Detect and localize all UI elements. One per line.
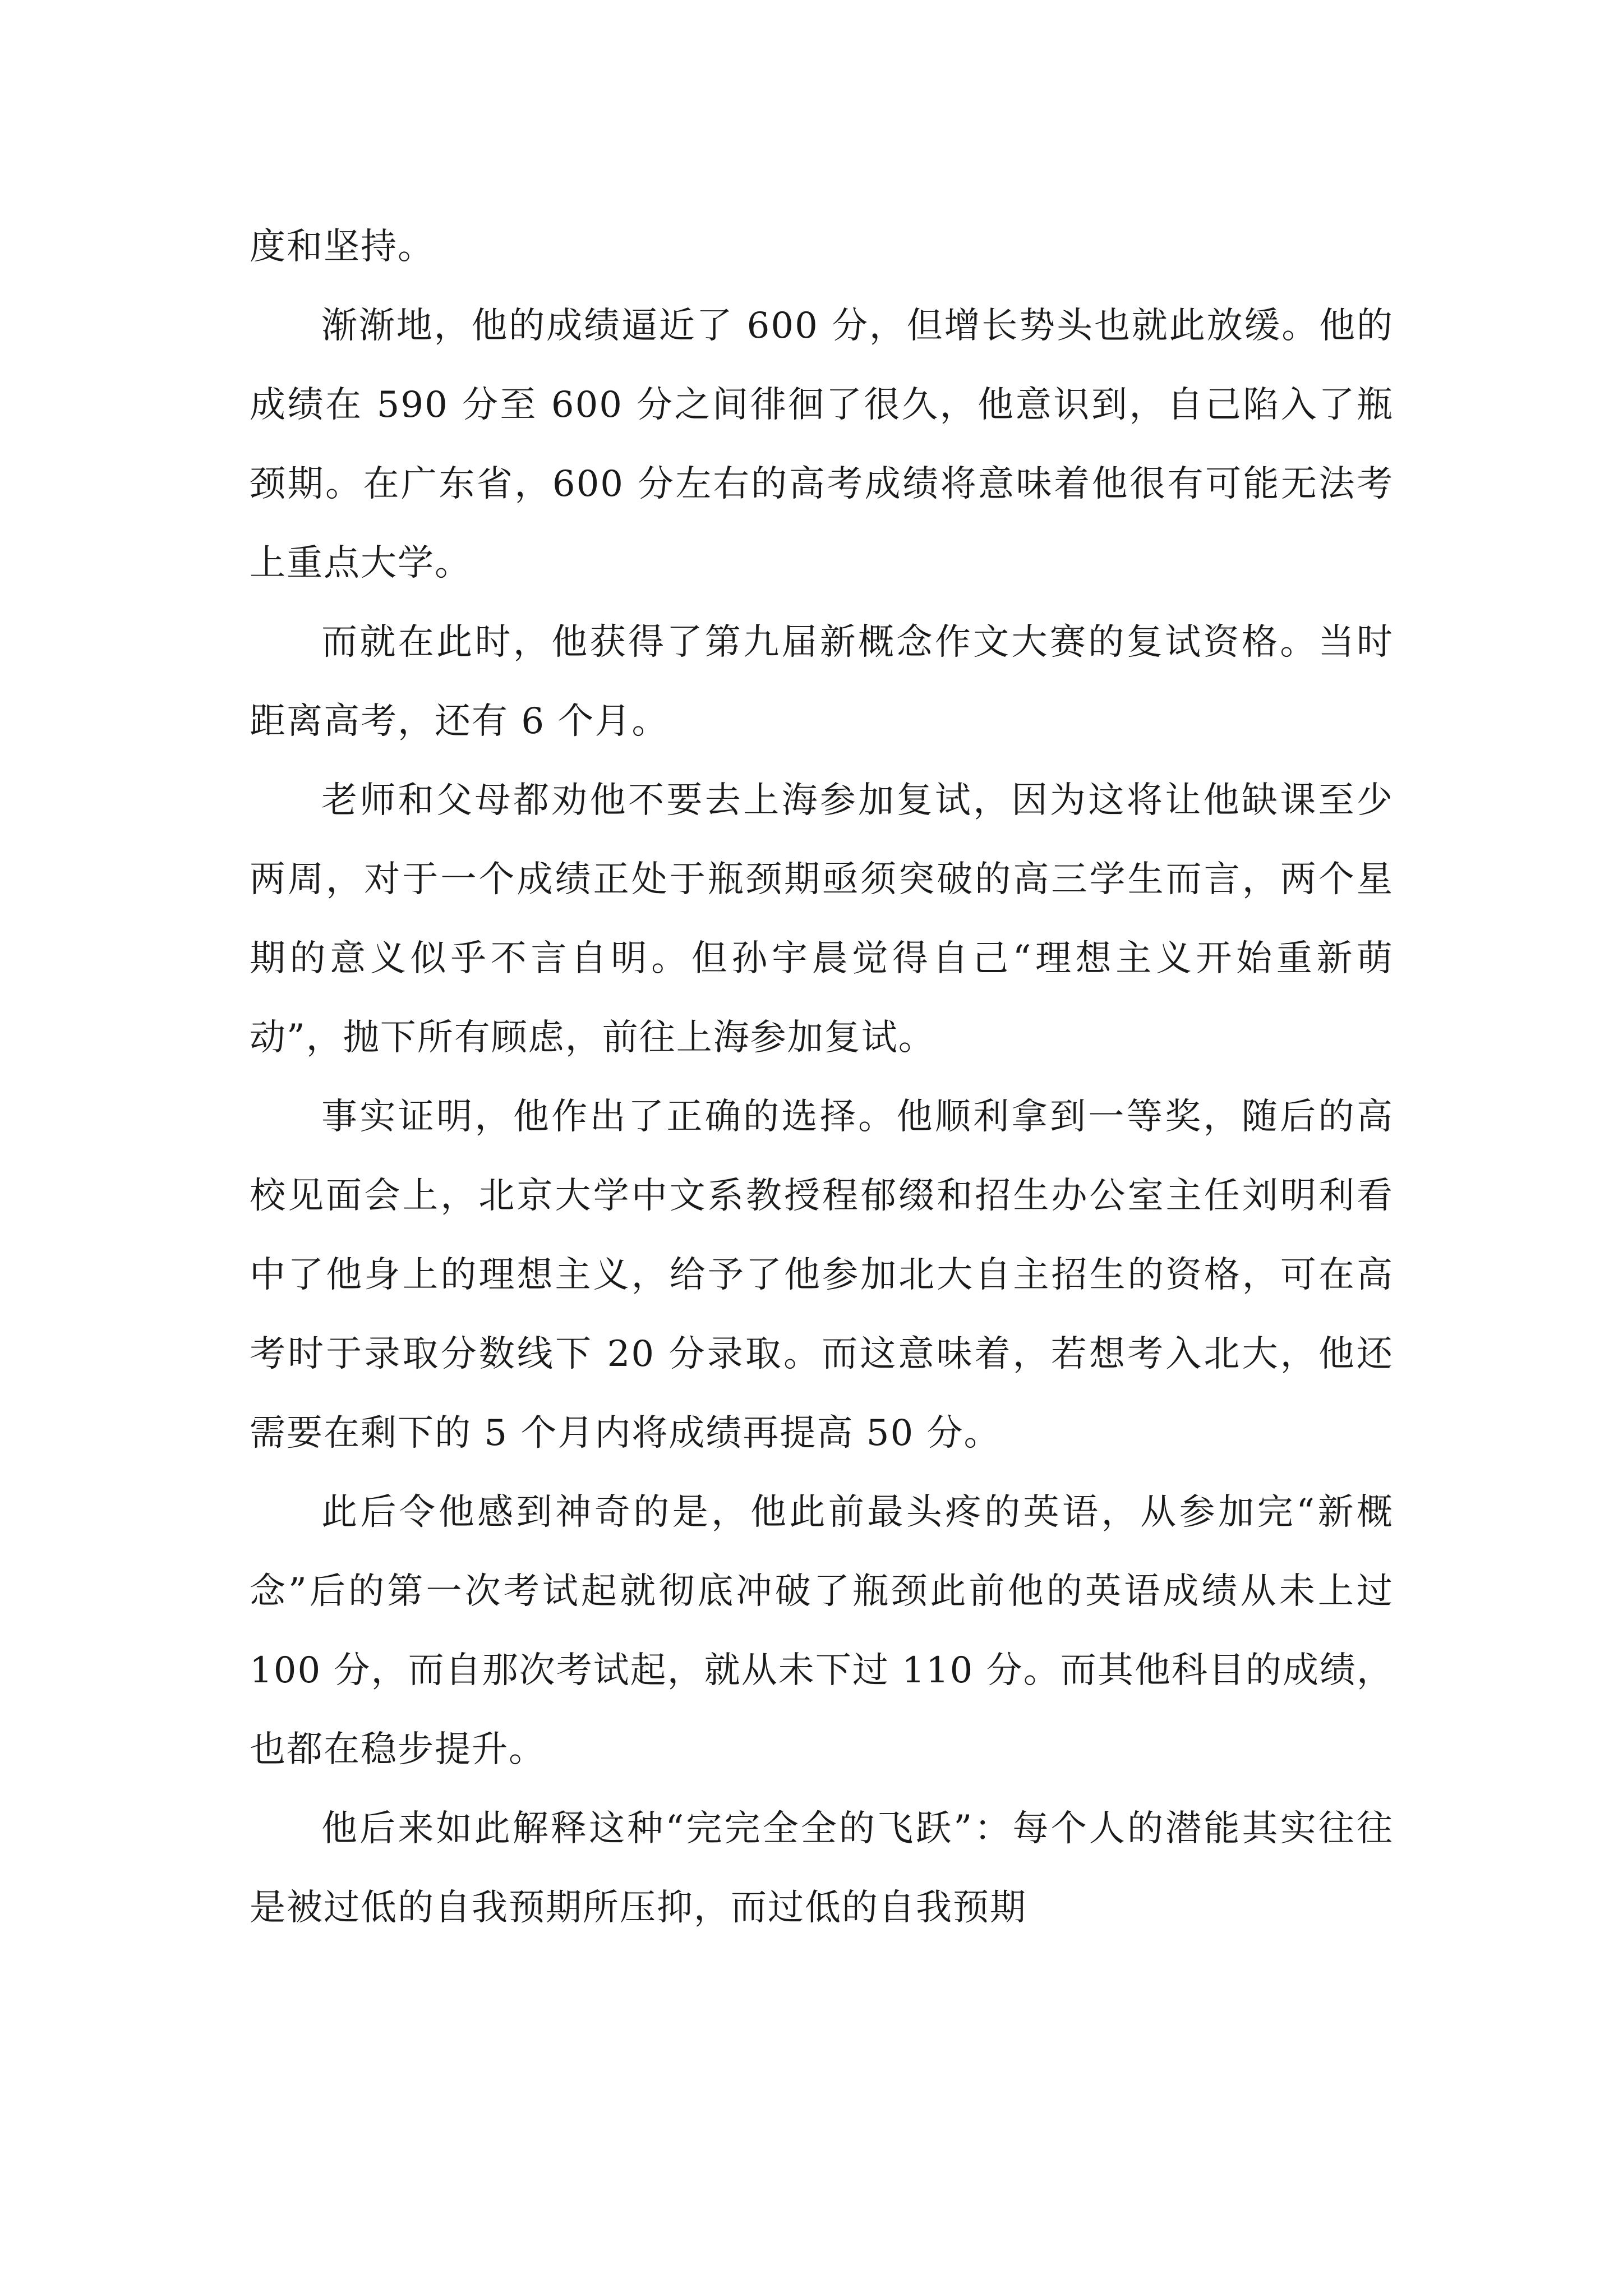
paragraph: 此后令他感到神奇的是，他此前最头疼的英语，从参加完“新概念”后的第一次考试起就彻底冲破了瓶颈此前他的英语成绩从未上过 100 分，而自那次考试起，就从未下过 110 分。而其他科目的成绩，也都在稳步提升。 xyxy=(250,1492,1394,1770)
paragraph: 度和坚持。 xyxy=(250,226,435,268)
document-body xyxy=(250,208,1394,1948)
paragraph: 他后来如此解释这种“完完全全的飞跃”：每个人的潜能其实往往是被过低的自我预期所压抑，而过低的自我预期 xyxy=(250,1808,1394,1929)
paragraph: 而就在此时，他获得了第九届新概念作文大赛的复试资格。当时距离高考，还有 6 个月。 xyxy=(250,622,1394,742)
paragraph: 事实证明，他作出了正确的选择。他顺利拿到一等奖，随后的高校见面会上，北京大学中文系教授程郁缀和招生办公室主任刘明利看中了他身上的理想主义，给予了他参加北大自主招生的资格，可在高考时于录取分数线下 20 分录取。而这意味着，若想考入北大，他还需要在剩下的 5 个月内将成绩再提高 50 分。 xyxy=(250,1096,1394,1454)
paragraph: 老师和父母都劝他不要去上海参加复试，因为这将让他缺课至少两周，对于一个成绩正处于瓶颈期亟须突破的高三学生而言，两个星期的意义似乎不言自明。但孙宇晨觉得自己“理想主义开始重新萌动”，抛下所有顾虑，前往上海参加复试。 xyxy=(250,780,1394,1059)
paragraph: 渐渐地，他的成绩逼近了 600 分，但增长势头也就此放缓。他的成绩在 590 分至 600 分之间徘徊了很久，他意识到，自己陷入了瓶颈期。在广东省，600 分左右的高考成绩将意味着他很有可能无法考上重点大学。 xyxy=(250,305,1394,584)
